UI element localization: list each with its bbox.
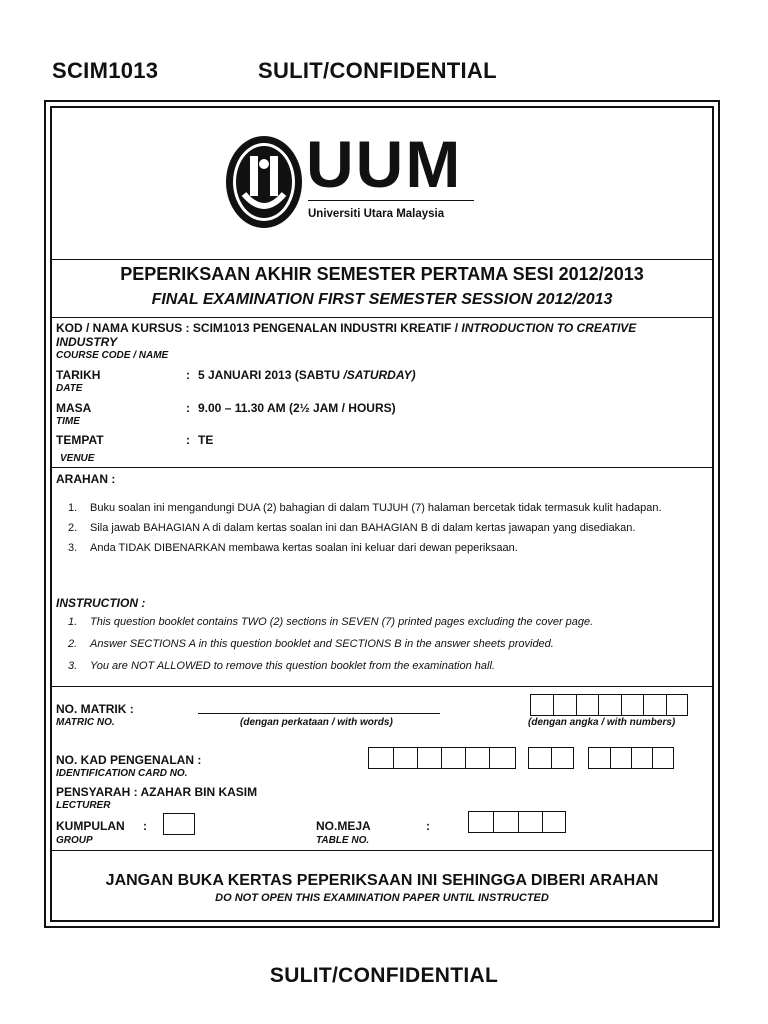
divider — [52, 686, 712, 687]
item-number: 1. — [68, 502, 78, 514]
date-sublabel: DATE — [56, 383, 83, 394]
list-item — [56, 636, 708, 652]
list-item — [56, 658, 708, 674]
logo-divider — [308, 200, 474, 201]
ic-boxes-part1[interactable] — [368, 747, 516, 769]
footer-classification: SULIT/CONFIDENTIAL — [269, 964, 499, 987]
course-code-header: SCIM1013 — [52, 58, 159, 83]
classification-header: SULIT/CONFIDENTIAL — [258, 58, 497, 83]
arahan-list — [56, 500, 708, 556]
date-value-wrap — [198, 368, 416, 382]
ic-boxes-part3[interactable] — [588, 747, 674, 769]
list-item — [56, 614, 708, 630]
group-label: KUMPULAN — [56, 819, 125, 833]
divider — [52, 467, 712, 468]
logo-full-name: Universiti Utara Malaysia — [308, 208, 445, 220]
instruction-list — [56, 614, 708, 674]
item-text: This question booklet contains TWO (2) sections in SEVEN (7) printed pages excluding the cover page. — [90, 616, 594, 628]
divider — [52, 850, 712, 851]
lecturer-sublabel: LECTURER — [56, 800, 111, 811]
table-no-label: NO.MEJA — [316, 819, 371, 833]
matric-words-line[interactable] — [198, 713, 440, 714]
logo-acronym: UUM — [306, 127, 463, 201]
date-value: 5 JANUARI 2013 (SABTU — [198, 368, 344, 382]
course-sublabel: COURSE CODE / NAME — [56, 350, 169, 361]
time-sep: : — [186, 401, 190, 415]
ic-sublabel: IDENTIFICATION CARD NO. — [56, 768, 188, 779]
ic-label: NO. KAD PENGENALAN : — [56, 753, 202, 767]
instruction-heading: INSTRUCTION : — [56, 596, 146, 610]
time-sublabel: TIME — [56, 416, 80, 427]
warning-malay: JANGAN BUKA KERTAS PEPERIKSAAN INI SEHINGGA DIBERI ARAHAN — [105, 872, 659, 889]
item-number: 1. — [68, 616, 78, 628]
uum-crest-icon — [222, 132, 306, 232]
item-number: 3. — [68, 542, 78, 554]
divider — [52, 259, 712, 260]
group-box[interactable] — [163, 813, 195, 835]
table-no-sep: : — [426, 819, 430, 833]
item-text: Answer SECTIONS A in this question booklet and SECTIONS B in the answer sheets provided. — [90, 638, 554, 650]
exam-title-malay: PEPERIKSAAN AKHIR SEMESTER PERTAMA SESI 2012/2013 — [120, 264, 644, 284]
date-value-english: /SATURDAY) — [343, 368, 416, 382]
course-value-english: INTRODUCTION TO CREATIVE — [461, 321, 637, 335]
matric-sublabel: MATRIC NO. — [56, 717, 115, 728]
venue-sublabel: VENUE — [60, 453, 95, 464]
matric-label: NO. MATRIK : — [56, 702, 134, 716]
lecturer-label: PENSYARAH : AZAHAR BIN KASIM — [56, 785, 258, 799]
item-text: Buku soalan ini mengandungi DUA (2) bahagian di dalam TUJUH (7) halaman bercetak tidak termasuk kulit hadapan. — [90, 502, 662, 514]
item-text: You are NOT ALLOWED to remove this question booklet from the examination hall. — [90, 660, 495, 672]
matric-numbers-caption: (dengan angka / with numbers) — [528, 717, 676, 728]
venue-value: TE — [198, 433, 214, 447]
university-logo — [222, 127, 482, 232]
course-label: KOD / NAMA KURSUS : — [56, 321, 190, 335]
arahan-heading: ARAHAN : — [56, 472, 116, 486]
venue-sep: : — [186, 433, 190, 447]
date-sep: : — [186, 368, 190, 382]
venue-label: TEMPAT — [56, 433, 104, 447]
table-no-sublabel: TABLE NO. — [316, 835, 370, 846]
item-number: 3. — [68, 660, 78, 672]
group-sublabel: GROUP — [56, 835, 93, 846]
divider — [52, 317, 712, 318]
ic-boxes-part2[interactable] — [528, 747, 574, 769]
course-value: SCIM1013 PENGENALAN INDUSTRI KREATIF / — [192, 321, 462, 335]
item-text: Sila jawab BAHAGIAN A di dalam kertas soalan ini dan BAHAGIAN B di dalam kertas jawapan yang disediakan. — [90, 522, 636, 534]
date-label: TARIKH — [56, 368, 101, 382]
list-item — [56, 520, 708, 536]
matric-words-caption: (dengan perkataan / with words) — [240, 717, 393, 728]
warning-english: DO NOT OPEN THIS EXAMINATION PAPER UNTIL INSTRUCTED — [215, 892, 549, 904]
list-item — [56, 500, 708, 516]
item-text: Anda TIDAK DIBENARKAN membawa kertas soalan ini keluar dari dewan peperiksaan. — [90, 542, 518, 554]
course-row — [56, 321, 636, 335]
table-no-boxes[interactable] — [468, 811, 566, 833]
exam-title-english: FINAL EXAMINATION FIRST SEMESTER SESSION 2012/2013 — [151, 291, 613, 308]
item-number: 2. — [68, 638, 78, 650]
course-value-line2: INDUSTRY — [56, 335, 118, 349]
time-label: MASA — [56, 401, 92, 415]
group-sep: : — [143, 819, 147, 833]
item-number: 2. — [68, 522, 78, 534]
time-value: 9.00 – 11.30 AM (2½ JAM / HOURS) — [198, 401, 396, 415]
list-item — [56, 540, 708, 556]
matric-number-boxes[interactable] — [530, 694, 688, 716]
